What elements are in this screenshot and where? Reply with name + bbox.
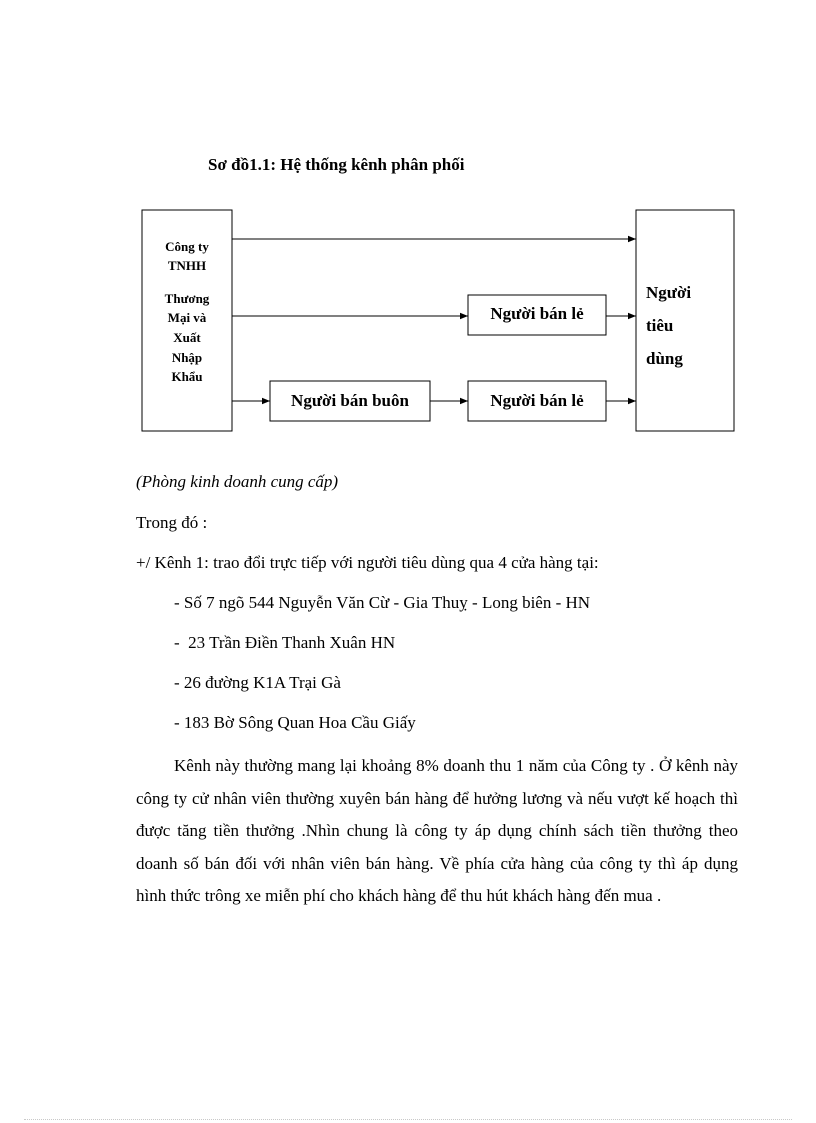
retailer-node-channel2 [468, 295, 606, 335]
wholesaler-node [270, 381, 430, 421]
wholesaler-label: Người bán buôn [291, 391, 409, 410]
company-line: Mại và [167, 310, 207, 325]
diagram-title: Sơ đồ1.1: Hệ thống kênh phân phối [208, 155, 465, 174]
page-bottom-rule [24, 1119, 792, 1120]
company-line: Xuất [173, 330, 201, 345]
address-item: - 23 Trần Điền Thanh Xuân HN [174, 633, 396, 652]
consumer-line: dùng [646, 349, 683, 368]
company-node [142, 210, 232, 431]
source-note: (Phòng kinh doanh cung cấp) [136, 472, 339, 491]
consumer-node [636, 210, 734, 431]
intro-text: Trong đó : [136, 513, 208, 532]
company-line: Khẩu [171, 369, 203, 384]
address-item: - 26 đường K1A Trại Gà [174, 673, 341, 692]
retailer-node-channel3 [468, 381, 606, 421]
distribution-channel-diagram [0, 0, 816, 460]
company-line: Công ty [165, 239, 209, 254]
consumer-line: tiêu [646, 316, 674, 335]
company-line: TNHH [167, 258, 207, 273]
channel1-paragraph: Kênh này thường mang lại khoảng 8% doanh thu 1 năm của Công ty . Ở kênh này công ty cử nhân viên thường xuyên bán hàng để hưởng lương và nếu vượt kế hoạch thì được tăng tiền thưởng .Nhìn chung là công ty áp dụng chính sách tiền thưởng theo doanh số bán đối với nhân viên bán hàng. Về phía cửa hàng của công ty thì áp dụng hình thức trông xe miễn phí cho khách hàng để thu hút khách hàng đến mua . [136, 756, 738, 905]
retailer-label: Người bán lẻ [490, 391, 584, 410]
channel1-heading: +/ Kênh 1: trao đổi trực tiếp với người tiêu dùng qua 4 cửa hàng tại: [136, 553, 599, 572]
company-line: Nhập [171, 350, 203, 365]
company-line: Thương [164, 291, 210, 306]
consumer-line: Người [646, 283, 692, 302]
address-item: - Số 7 ngõ 544 Nguyễn Văn Cừ - Gia Thuỵ - Long biên - HN [174, 593, 591, 612]
retailer-label: Người bán lẻ [490, 304, 584, 323]
address-item: - 183 Bờ Sông Quan Hoa Cầu Giấy [174, 713, 416, 732]
